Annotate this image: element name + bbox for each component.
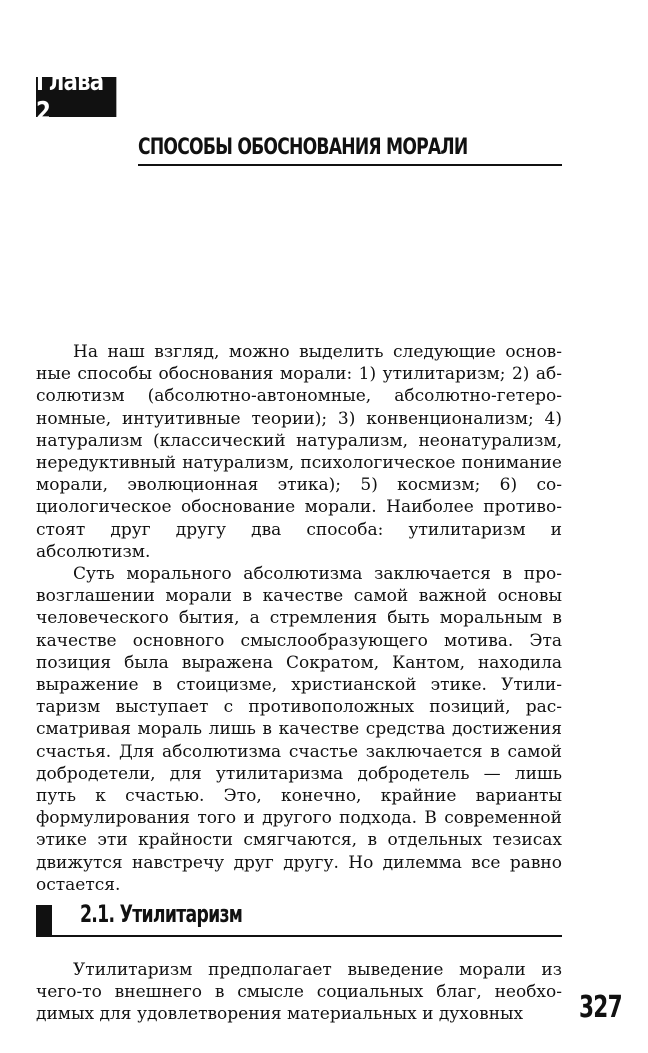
- chapter-label: Глава 2: [36, 77, 116, 117]
- paragraph: На наш взгляд, можно выделить следующие основные способы обоснования морали: 1) утилитаризм; 2) абсолютизм (абсолютно-автономные, абсолютно-гетерономные, интуитивные теории); 3) конвенционализм; 4) натурализм (классический натурализм, неонатурализм, нередуктивный натурализм, психологическое понимание морали, эволюционная этика); 5) космизм; 6) социологическое обоснование морали. Наиболее противостоят друг другу два способа: утилитаризм и абсолютизм.: [36, 342, 562, 562]
- chapter-title-rule: [138, 164, 562, 166]
- page-number: 327: [579, 990, 622, 1025]
- section-rule: [36, 935, 562, 937]
- paragraph: Утилитаризм предполагает выведение морали из чего-то внешнего в смысле социальных благ, необходимых для удовлетворения материальных и духовных: [36, 960, 562, 1025]
- paragraph: Суть морального абсолютизма заключается в провозглашении морали в качестве самой важной основы человеческого бытия, а стремления быть моральным в качестве основного смыслообразующего мотива. Эта позиция была выражена Сократом, Кантом, находила выражение в стоицизме, христианской этике. Утилитаризм выступает с противоположных позиций, рассматривая мораль лишь в качестве средства достижения счастья. Для абсолютизма счастье заключается в самой добродетели, для утилитаризма добродетель — лишь путь к счастью. Это, конечно, крайние варианты формулирования того и другого подхода. В современной этике эти крайности смягчаются, в отдельных тезисах движутся навстречу друг другу. Но дилемма все равно остается.: [36, 564, 562, 895]
- chapter-intro-text: [36, 341, 562, 896]
- section-text: [36, 959, 562, 1026]
- section-heading: 2.1. Утилитаризм: [80, 900, 243, 928]
- section-marker: [36, 905, 52, 935]
- chapter-title: СПОСОБЫ ОБОСНОВАНИЯ МОРАЛИ: [138, 135, 468, 160]
